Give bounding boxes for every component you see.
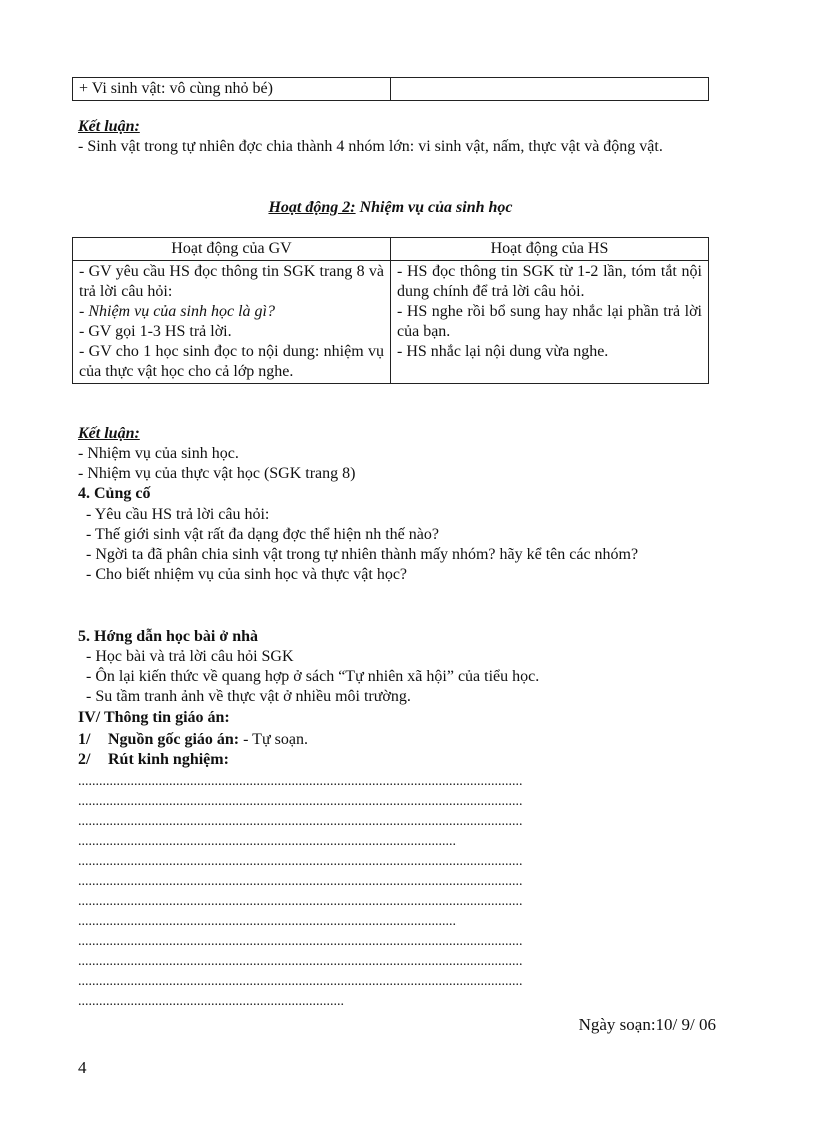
dotted-line: ............................................................................................................................... <box>78 774 523 789</box>
section-4-list <box>78 505 700 585</box>
list-item: - Su tầm tranh ảnh về thực vật ở nhiều môi trường. <box>86 688 411 705</box>
source-label: Nguồn gốc giáo án: <box>108 731 240 748</box>
dotted-line: ............................................................................................................................... <box>78 934 523 949</box>
dotted-lines <box>78 772 548 1012</box>
conclusion-heading: Kết luận: <box>78 425 140 442</box>
dotted-line: ............................................................................................................................... <box>78 814 523 829</box>
hs-cell <box>391 261 709 384</box>
activity-title <box>72 198 709 218</box>
conclusion-list <box>78 444 355 484</box>
page-number: 4 <box>78 1058 87 1077</box>
activity-label: Hoạt động 2: <box>268 199 356 216</box>
header-gv: Hoạt động của GV <box>73 238 391 261</box>
dotted-line: ............................................................................................................................... <box>78 974 523 989</box>
hs-line: - HS nhắc lại nội dung vừa nghe. <box>397 343 609 360</box>
activity-name: Nhiệm vụ của sinh học <box>355 199 513 216</box>
hs-line: - HS đọc thông tin SGK từ 1-2 lần, tóm tắt nội dung chính để trả lời câu hỏi. <box>397 263 702 300</box>
dotted-line: ............................................................................................................................... <box>78 874 523 889</box>
source-value: - Tự soạn. <box>239 731 308 748</box>
dotted-line: ............................................................................................................................... <box>78 854 523 869</box>
table-cell <box>391 78 709 101</box>
dotted-line: ............................................................................................................................... <box>78 894 523 909</box>
section-5-list <box>78 647 700 707</box>
section-iv-title: IV/ Thông tin giáo án: <box>78 709 230 726</box>
conclusion-text: - Sinh vật trong tự nhiên đợc chia thành 4 nhóm lớn: vi sinh vật, nấm, thực vật và động vật. <box>78 138 663 155</box>
list-item: - Học bài và trả lời câu hỏi SGK <box>86 648 294 665</box>
dotted-line: ............................................................................ <box>78 994 344 1009</box>
item-number: 1/ <box>78 731 91 748</box>
gv-line: - Nhiệm vụ của sinh học là gì? <box>79 303 275 320</box>
source-line <box>78 730 308 750</box>
gv-line: - GV cho 1 học sinh đọc to nội dung: nhiệm vụ của thực vật học cho cả lớp nghe. <box>79 343 384 380</box>
activity-table <box>72 237 709 384</box>
date-line: Ngày soạn:10/ 9/ 06 <box>578 1015 716 1034</box>
dotted-line: ............................................................................................................ <box>78 834 456 849</box>
gv-line: - GV yêu cầu HS đọc thông tin SGK trang 8 và trả lời câu hỏi: <box>79 263 384 300</box>
conclusion-line: - Nhiệm vụ của thực vật học (SGK trang 8) <box>78 465 356 482</box>
list-item: - Cho biết nhiệm vụ của sinh học và thực vật học? <box>86 566 408 583</box>
list-item: - Yêu cầu HS trả lời câu hỏi: <box>86 506 270 523</box>
conclusion-heading: Kết luận: <box>78 118 140 135</box>
gv-line: - GV gọi 1-3 HS trả lời. <box>79 323 232 340</box>
experience-label: Rút kinh nghiệm: <box>108 751 229 768</box>
top-table <box>72 77 709 101</box>
experience-line <box>78 750 229 770</box>
conclusion-line: - Nhiệm vụ của sinh học. <box>78 445 239 462</box>
list-item: - Thế giới sinh vật rất đa dạng đợc thể hiện nh thế nào? <box>86 526 439 543</box>
gv-cell <box>73 261 391 384</box>
header-hs: Hoạt động của HS <box>391 238 709 261</box>
table-row <box>73 261 709 384</box>
section-4-title: 4. Củng cố <box>78 485 151 502</box>
table-header-row <box>73 238 709 261</box>
item-number: 2/ <box>78 751 91 768</box>
dotted-line: ............................................................................................................ <box>78 914 456 929</box>
table-cell: + Vi sinh vật: vô cùng nhỏ bé) <box>73 78 391 101</box>
hs-line: - HS nghe rồi bổ sung hay nhắc lại phần trả lời của bạn. <box>397 303 702 340</box>
section-5-title: 5. Hớng dẫn học bài ở nhà <box>78 628 258 645</box>
dotted-line: ............................................................................................................................... <box>78 794 523 809</box>
dotted-line: ............................................................................................................................... <box>78 954 523 969</box>
list-item: - Ngời ta đã phân chia sinh vật trong tự nhiên thành mấy nhóm? hãy kể tên các nhóm? <box>86 546 639 563</box>
list-item: - Ôn lại kiến thức về quang hợp ở sách “Tự nhiên xã hội” của tiểu học. <box>86 668 540 685</box>
table-row <box>73 78 709 101</box>
